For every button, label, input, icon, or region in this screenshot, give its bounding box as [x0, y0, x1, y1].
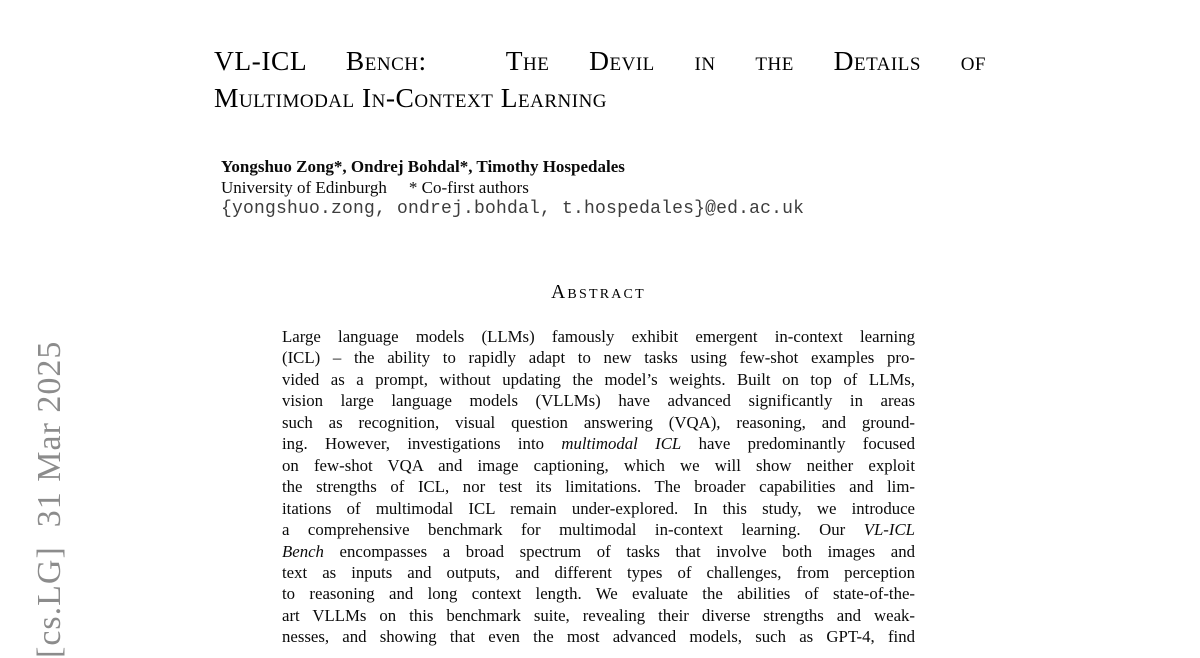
author-block: [221, 157, 804, 220]
abstract-text: encompasses a broad spectrum of tasks that involve both images and: [323, 541, 915, 561]
abstract-line: [282, 455, 915, 476]
abstract-text: ing. However, investigations into: [282, 434, 562, 454]
affiliation: University of Edinburgh: [221, 177, 387, 197]
paper-title-line2: Multimodal In-Context Learning: [214, 82, 608, 113]
author-names: Yongshuo Zong*, Ondrej Bohdal*, Timothy Hospedales: [221, 157, 625, 176]
affiliation-line: [221, 178, 804, 199]
abstract-lines: [282, 326, 915, 648]
abstract-text: nesses, and showing that even the most advanced models, such as GPT-4, find: [282, 627, 915, 647]
abstract-text: have predominantly focused: [681, 434, 915, 454]
abstract-line: [282, 326, 915, 347]
abstract-text: (ICL) – the ability to rapidly adapt to new tasks using few-shot examples pro-: [282, 348, 915, 368]
abstract-line: [282, 390, 915, 411]
paper-title-line1: VL-ICL Bench: The Devil in the Details of: [214, 45, 986, 76]
abstract-line: [282, 562, 915, 583]
abstract-heading: Abstract: [551, 282, 646, 303]
abstract-italic-text: multimodal ICL: [561, 434, 682, 454]
abstract-line: [282, 519, 915, 540]
abstract-line: [282, 412, 915, 433]
abstract-line: [282, 433, 915, 454]
abstract-text: Large language models (LLMs) famously exhibit emergent in-context learning: [282, 327, 915, 346]
cofirst-note: * Co-first authors: [408, 177, 529, 197]
arxiv-watermark: [cs.LG] 31 Mar 2025: [31, 340, 68, 658]
abstract-text: on few-shot VQA and image captioning, which we will show neither exploit: [282, 455, 915, 475]
abstract-line: [282, 605, 915, 626]
abstract-line: [282, 476, 915, 497]
abstract-italic-text: VL-ICL: [863, 520, 915, 540]
abstract-text: itations of multimodal ICL remain under-explored. In this study, we introduce: [282, 498, 915, 518]
abstract-text: vided as a prompt, without updating the model’s weights. Built on top of LLMs,: [282, 369, 915, 389]
abstract-line: [282, 347, 915, 368]
abstract-line: [282, 369, 915, 390]
abstract-text: vision large language models (VLLMs) have advanced significantly in areas: [282, 391, 915, 411]
abstract-text: a comprehensive benchmark for multimodal in-context learning. Our: [282, 520, 864, 540]
abstract-text: the strengths of ICL, nor test its limitations. The broader capabilities and lim-: [282, 477, 915, 497]
abstract-text: text as inputs and outputs, and different types of challenges, from perception: [282, 562, 915, 582]
abstract-text: to reasoning and long context length. We evaluate the abilities of state-of-the-: [282, 584, 915, 604]
abstract-line: [282, 498, 915, 519]
abstract-text: art VLLMs on this benchmark suite, revealing their diverse strengths and weak-: [282, 605, 915, 625]
author-emails: {yongshuo.zong, ondrej.bohdal, t.hospedales}@ed.ac.uk: [221, 199, 805, 220]
paper-title: [214, 42, 986, 116]
abstract-text: such as recognition, visual question answering (VQA), reasoning, and ground-: [282, 412, 915, 432]
abstract-line: [282, 583, 915, 604]
abstract-italic-text: Bench: [282, 541, 324, 561]
abstract-line: [282, 541, 915, 562]
abstract-line: [282, 626, 915, 647]
